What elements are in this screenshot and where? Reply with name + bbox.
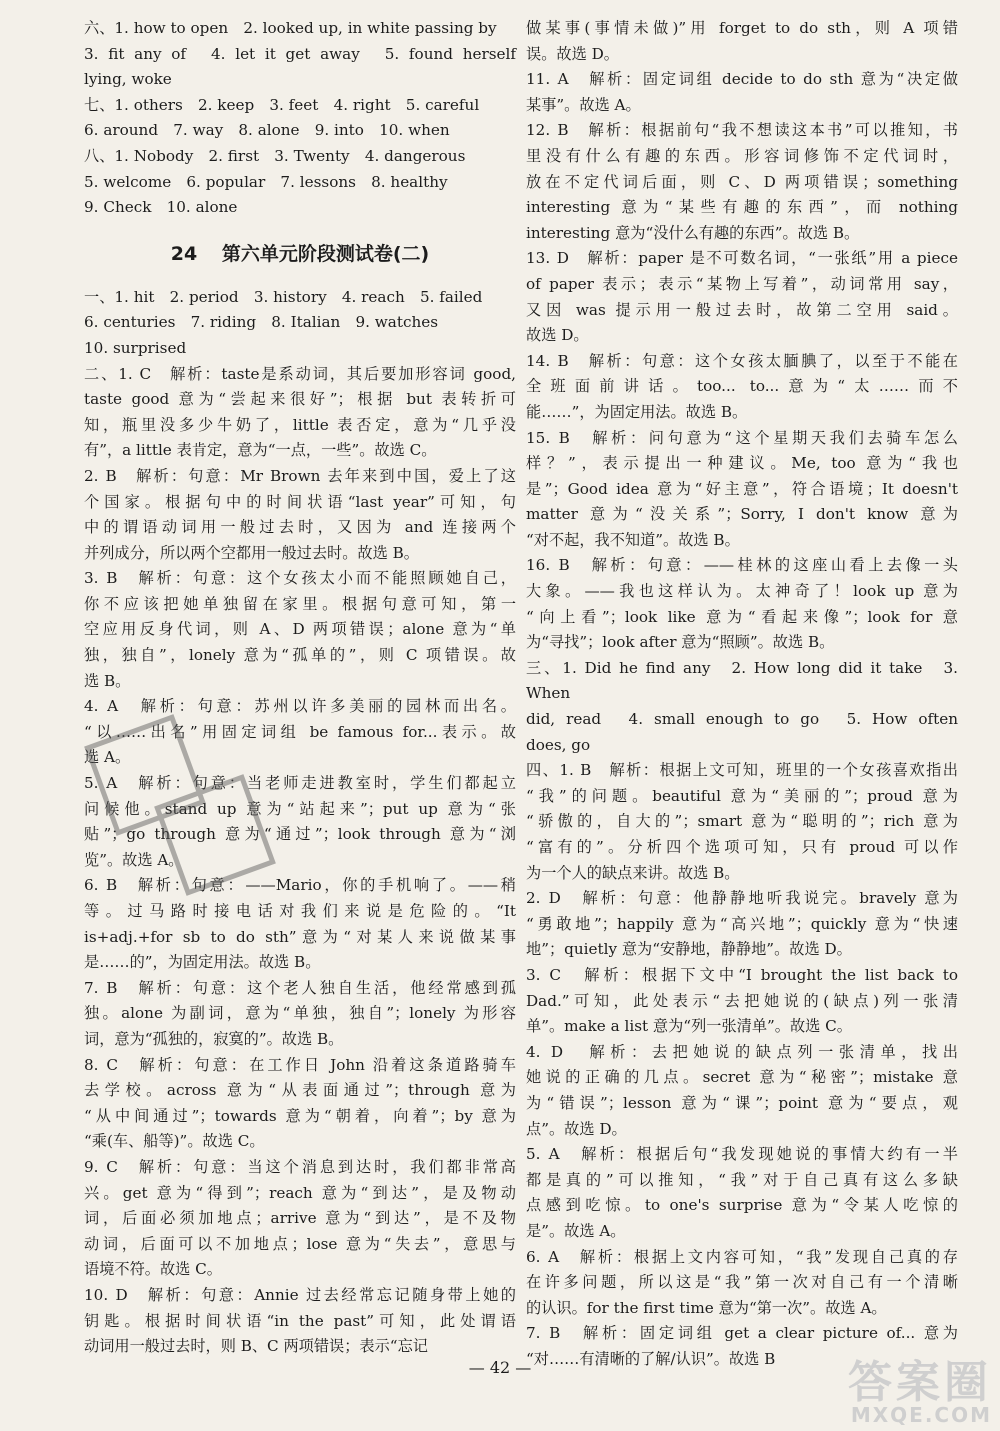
text-line: 知，瓶里没多少牛奶了，little 表否定，意为“几乎没 — [84, 415, 516, 434]
text-line: 个国家。根据句中的时间状语“last year”可知，句 — [84, 492, 516, 511]
text-line: “以……出名”用固定词组 be famous for...表示。故 — [84, 722, 516, 741]
page-number: — 42 — — [468, 1358, 532, 1377]
text-line: 贴”；go through 意为“通过”；look through 意为“浏 — [84, 825, 516, 844]
answer-block-left-bottom — [84, 285, 516, 1360]
text-line: 9. Check 10. alone — [84, 198, 238, 217]
text-line: matter 意为“没关系”；Sorry, I don't know 意为 — [526, 505, 958, 524]
site-watermark — [848, 1357, 992, 1427]
text-line: 动词用一般过去时，则 B、C 两项错误；表示“忘记 — [84, 1337, 428, 1356]
text-line: 9. C 解析：句意：当这个消息到达时，我们都非常高 — [84, 1157, 516, 1176]
text-line: 四、1. B 解析：根据上文可知，班里的一个女孩喜欢指出 — [526, 761, 958, 780]
text-line: of paper 表示；表示“某物上写着”，动词常用 say， — [526, 274, 958, 293]
text-line: 为“寻找”；look after 意为“照顾”。故选 B。 — [526, 633, 835, 652]
text-line: 2. D 解析：句意：他静静地听我说完。bravely 意为 — [526, 889, 958, 908]
text-line: 动词，后面可以不加地点；lose 意为“失去”，意思与 — [84, 1234, 516, 1253]
text-line: 某事”。故选 A。 — [526, 95, 641, 114]
text-line: does, go — [526, 735, 591, 754]
text-line: 能……”，为固定用法。故选 B。 — [526, 402, 748, 421]
text-line: 中的谓语动词用一般过去时，又因为 and 连接两个 — [84, 518, 516, 537]
text-line: 7. B 解析：句意：这个老人独自生活，他经常感到孤 — [84, 978, 516, 997]
watermark-sub: MXQE.COM — [850, 1403, 992, 1427]
text-line: taste good 意为“尝起来很好”；根据 but 表转折可 — [84, 390, 516, 409]
text-line: is+adj.+for sb to do sth”意为“对某人来说做某事 — [84, 927, 516, 946]
section-title — [84, 239, 516, 269]
text-line: interesting 意为“某些有趣的东西”，而 nothing — [526, 198, 958, 217]
text-line: 15. B 解析：问句意为“这个星期天我们去骑车怎么 — [526, 428, 958, 447]
section-title-text: 第六单元阶段测试卷(二) — [221, 242, 430, 265]
text-line: 是”。故选 A。 — [526, 1221, 626, 1240]
answer-block-left-top — [84, 16, 516, 221]
text-line: 三、1. Did he find any 2. How long did it take 3. When — [526, 658, 958, 703]
text-line: 11. A 解析：固定词组 decide to do sth 意为“决定做 — [526, 70, 958, 89]
text-line: 等。过马路时接电话对我们来说是危险的。“It — [84, 902, 516, 920]
right-column — [526, 16, 958, 1372]
left-column — [84, 16, 516, 1360]
text-line: 7. B 解析：固定词组 get a clear picture of... 意为 — [526, 1324, 958, 1343]
text-line: 8. C 解析：句意：在工作日 John 沿着这条道路骑车 — [84, 1055, 516, 1074]
text-line: 13. D 解析：paper 是不可数名词，“一张纸”用 a piece — [526, 249, 958, 268]
text-line: 故选 D。 — [526, 326, 589, 345]
text-line: 10. D 解析：句意：Annie 过去经常忘记随身带上她的 — [84, 1285, 516, 1304]
text-line: 是……的”，为固定用法。故选 B。 — [84, 953, 321, 972]
text-line: 选 B。 — [84, 671, 131, 690]
text-line: “向上看”；look like 意为“看起来像”；look for 意 — [526, 607, 958, 626]
text-line: “勇敢地”；happily 意为“高兴地”；quickly 意为“快速 — [526, 914, 958, 933]
text-line: 6. B 解析：句意：——Mario，你的手机响了。——稍 — [84, 876, 516, 895]
text-line: 大象。——我也这样认为。太神奇了！look up 意为 — [526, 582, 958, 601]
text-line: 3. B 解析：句意：这个女孩太小而不能照顾她自己， — [84, 569, 516, 588]
text-line: “乘(车、船等)”。故选 C。 — [84, 1132, 265, 1151]
text-line: 做某事(事情未做)”用 forget to do sth，则 A 项错 — [526, 19, 958, 37]
text-line: “对不起，我不知道”。故选 B。 — [526, 530, 740, 549]
text-line: 览”。故选 A。 — [84, 850, 184, 869]
section-number: 24 — [170, 242, 198, 265]
text-line: 钥匙。根据时间状语“in the past”可知，此处谓语 — [84, 1311, 516, 1330]
text-line: 她说的正确的几点。secret 意为“秘密”；mistake 意 — [526, 1068, 958, 1087]
text-line: 2. B 解析：句意：Mr Brown 去年来到中国，爱上了这 — [84, 466, 516, 485]
text-line: 又因 was 提示用一般过去时，故第二空用 said。 — [526, 300, 958, 319]
text-line: 14. B 解析：句意：这个女孩太腼腆了，以至于不能在 — [526, 351, 958, 370]
text-line: 词，意为“孤独的，寂寞的”。故选 B。 — [84, 1029, 344, 1048]
text-line: Dad.”可知，此处表示“去把她说的(缺点)列一张清 — [526, 991, 958, 1010]
text-line: 5. welcome 6. popular 7. lessons 8. healthy — [84, 172, 448, 191]
text-line: 12. B 解析：根据前句“我不想读这本书”可以推知，书 — [526, 121, 958, 140]
text-line: 选 A。 — [84, 748, 131, 767]
text-line: “骄傲的，自大的”；smart 意为“聪明的”；rich 意为 — [526, 812, 958, 831]
text-line: 问候他。stand up 意为“站起来”；put up 意为“张 — [84, 799, 516, 818]
text-line: 的认识。for the first time 意为“第一次”。故选 A。 — [526, 1298, 887, 1317]
text-line: 3. C 解析：根据下文中“I brought the list back to — [526, 965, 958, 984]
text-line: 4. D 解析：去把她说的缺点列一张清单，找出 — [526, 1042, 958, 1061]
text-line: 去学校。across 意为“从表面通过”；through 意为 — [84, 1081, 516, 1100]
text-line: 是”；Good idea 意为“好主意”，符合语境；It doesn't — [526, 479, 958, 498]
text-line: 空应用反身代词，则 A、D 两项错误；alone 意为“单 — [84, 620, 516, 639]
text-line: 误。故选 D。 — [526, 44, 619, 63]
text-line: lying, woke — [84, 70, 172, 89]
text-line: 六、1. how to open 2. looked up, in white passing by — [84, 19, 497, 37]
text-line: “富有的”。分析四个选项可知，只有 proud 可以作 — [526, 838, 958, 856]
text-line: 都是真的”可以推知，“我”对于自己真有这么多缺 — [526, 1170, 958, 1189]
text-line: 5. A 解析：句意：当老师走进教室时，学生们都起立 — [84, 774, 516, 793]
text-line: 二、1. C 解析：taste是系动词，其后要加形容词 good, — [84, 364, 516, 383]
text-line: 6. centuries 7. riding 8. Italian 9. watches — [84, 313, 439, 332]
text-line: “从中间通过”；towards 意为“朝着，向着”；by 意为 — [84, 1106, 516, 1125]
text-line: 为“错误”；lesson 意为“课”；point 意为“要点，观 — [526, 1093, 958, 1112]
text-line: 单”。make a list 意为“列一张清单”。故选 C。 — [526, 1017, 852, 1036]
text-line: “对……有清晰的了解/认识”。故选 B — [526, 1349, 776, 1368]
text-line: 点感到吃惊。to one's surprise 意为“令某人吃惊的 — [526, 1196, 958, 1215]
text-line: 一、1. hit 2. period 3. history 4. reach 5. failed — [84, 287, 483, 306]
text-line: 放在不定代词后面，则 C、D 两项错误；something — [526, 172, 958, 191]
text-line: 样？”，表示提出一种建议。Me, too 意为“我也 — [526, 454, 958, 473]
text-line: 你不应该把她单独留在家里。根据句意可知，第一 — [84, 594, 516, 613]
text-line: 有”，a little 表肯定，意为“一点，一些”。故选 C。 — [84, 441, 437, 460]
text-line: 16. B 解析：句意：——桂林的这座山看上去像一头 — [526, 556, 958, 575]
text-line: 兴。get 意为“得到”；reach 意为“到达”，是及物动 — [84, 1183, 516, 1202]
text-line: 5. A 解析：根据后句“我发现她说的事情大约有一半 — [526, 1145, 958, 1164]
text-line: 6. around 7. way 8. alone 9. into 10. when — [84, 121, 450, 140]
text-line: 独，独自”，lonely 意为“孤单的”，则 C 项错误。故 — [84, 646, 516, 665]
answer-block-right — [526, 16, 958, 1372]
text-line: 4. A 解析：句意：苏州以许多美丽的园林而出名。 — [84, 697, 516, 716]
text-line: “我”的问题。beautiful 意为“美丽的”；proud 意为 — [526, 786, 958, 805]
text-line: 七、1. others 2. keep 3. feet 4. right 5. careful — [84, 95, 480, 114]
text-line: 词，后面必须加地点；arrive 意为“到达”，是不及物 — [84, 1209, 516, 1228]
text-line: 点”。故选 D。 — [526, 1119, 627, 1138]
text-line: 地”；quietly 意为“安静地，静静地”。故选 D。 — [526, 940, 852, 959]
text-line: 6. A 解析：根据上文内容可知，“我”发现自己真的存 — [526, 1247, 958, 1266]
text-line: 并列成分，所以两个空都用一般过去时。故选 B。 — [84, 543, 419, 562]
text-line: 在许多问题，所以这是“我”第一次对自己有一个清晰 — [526, 1273, 958, 1292]
text-line: interesting 意为“没什么有趣的东西”。故选 B。 — [526, 223, 860, 242]
text-line: 里没有什么有趣的东西。形容词修饰不定代词时， — [526, 146, 958, 165]
text-line: 为一个人的缺点来讲。故选 B。 — [526, 863, 740, 882]
text-line: 独。alone 为副词，意为“单独，独自”；lonely 为形容 — [84, 1004, 516, 1023]
text-line: 全班面前讲话。too... to...意为“太……而不 — [526, 377, 958, 396]
text-line: did, read 4. small enough to go 5. How often — [526, 710, 958, 729]
text-line: 10. surprised — [84, 338, 187, 357]
text-line: 语境不符。故选 C。 — [84, 1260, 222, 1279]
watermark-main: 答案圈 — [848, 1357, 992, 1408]
text-line: 3. fit any of 4. let it get away 5. found herself — [84, 44, 516, 63]
text-line: 八、1. Nobody 2. first 3. Twenty 4. dangerous — [84, 146, 466, 165]
